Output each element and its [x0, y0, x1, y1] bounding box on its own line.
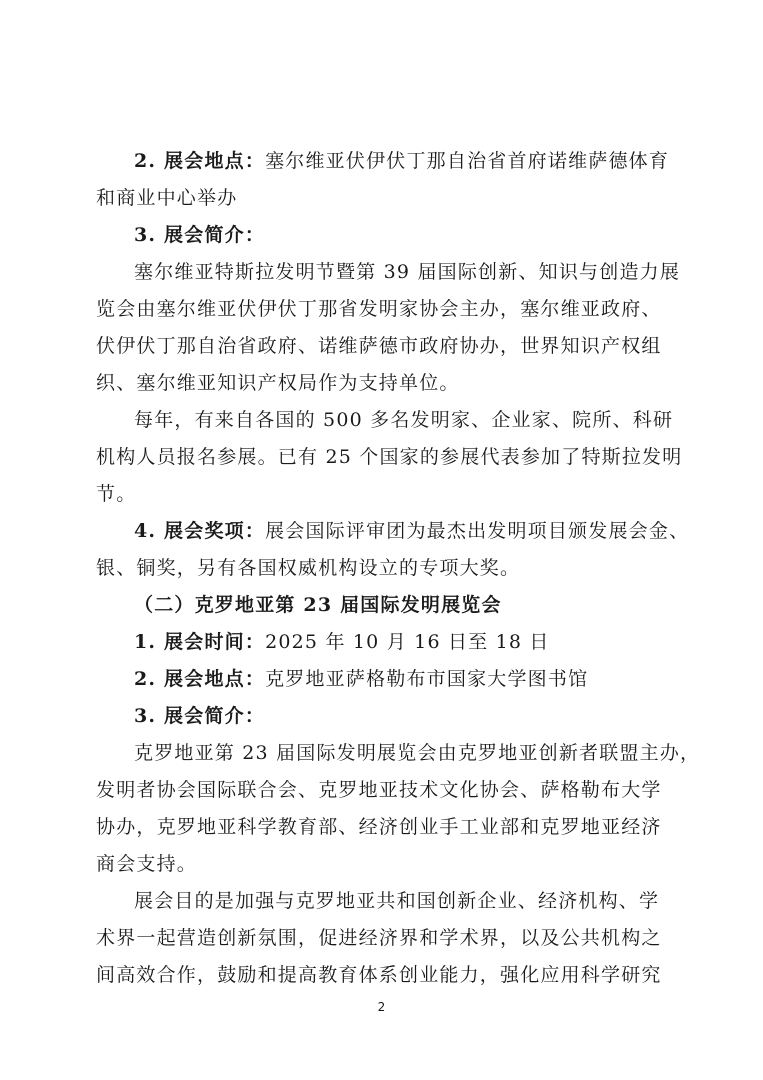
- text-line: [134, 148, 714, 174]
- text-line: 术界一起营造创新氛围，促进经济界和学术界，以及公共机构之: [96, 927, 662, 949]
- text-line: [134, 629, 714, 655]
- page-number: 2: [377, 1000, 386, 1014]
- text-line: [134, 703, 714, 729]
- text-line: 协办，克罗地亚科学教育部、经济创业手工业部和克罗地亚经济: [96, 816, 662, 838]
- text-line: 织、塞尔维亚知识产权局作为支持单位。: [96, 372, 460, 394]
- heading-label: 2. 展会地点：: [134, 150, 266, 172]
- section-heading: [134, 592, 714, 618]
- text-line: 机构人员报名参展。已有 25 个国家的参展代表参加了特斯拉发明: [96, 446, 683, 468]
- line-text: 克罗地亚萨格勒布市国家大学图书馆: [265, 668, 589, 690]
- text-line: [134, 666, 714, 692]
- text-line: 发明者协会国际联合会、克罗地亚技术文化协会、萨格勒布大学: [96, 779, 662, 801]
- text-line: 克罗地亚第 23 届国际发明展览会由克罗地亚创新者联盟主办，: [134, 742, 701, 764]
- heading-label: 4. 展会奖项：: [134, 520, 266, 542]
- text-line: 览会由塞尔维亚伏伊伏丁那省发明家协会主办，塞尔维亚政府、: [96, 298, 662, 320]
- line-text: 2025 年 10 月 16 日至 18 日: [265, 631, 550, 653]
- text-line: 银、铜奖，另有各国权威机构设立的专项大奖。: [96, 557, 521, 579]
- heading-label: 2. 展会地点：: [134, 668, 266, 690]
- text-line: 伏伊伏丁那自治省政府、诺维萨德市政府协办，世界知识产权组: [96, 335, 662, 357]
- heading-label: 3. 展会简介：: [134, 224, 266, 246]
- text-line: [134, 518, 714, 544]
- heading-label: 1. 展会时间：: [134, 631, 266, 653]
- text-line: 塞尔维亚特斯拉发明节暨第 39 届国际创新、知识与创造力展: [134, 261, 681, 283]
- text-line: 每年，有来自各国的 500 多名发明家、企业家、院所、科研: [134, 409, 674, 431]
- text-line: 展会目的是加强与克罗地亚共和国创新企业、经济机构、学: [134, 890, 660, 912]
- text-line: [134, 222, 714, 248]
- text-line: 和商业中心举办: [96, 187, 238, 209]
- line-text: 展会国际评审团为最杰出发明项目颁发展会金、: [265, 520, 690, 542]
- text-line: 间高效合作，鼓励和提高教育体系创业能力，强化应用科学研究: [96, 964, 662, 986]
- heading-label: （二）克罗地亚第 23 届国际发明展览会: [134, 594, 502, 616]
- line-text: 塞尔维亚伏伊伏丁那自治省首府诺维萨德体育: [265, 150, 670, 172]
- text-line: 商会支持。: [96, 853, 198, 875]
- text-line: 节。: [96, 483, 137, 505]
- heading-label: 3. 展会简介：: [134, 705, 266, 727]
